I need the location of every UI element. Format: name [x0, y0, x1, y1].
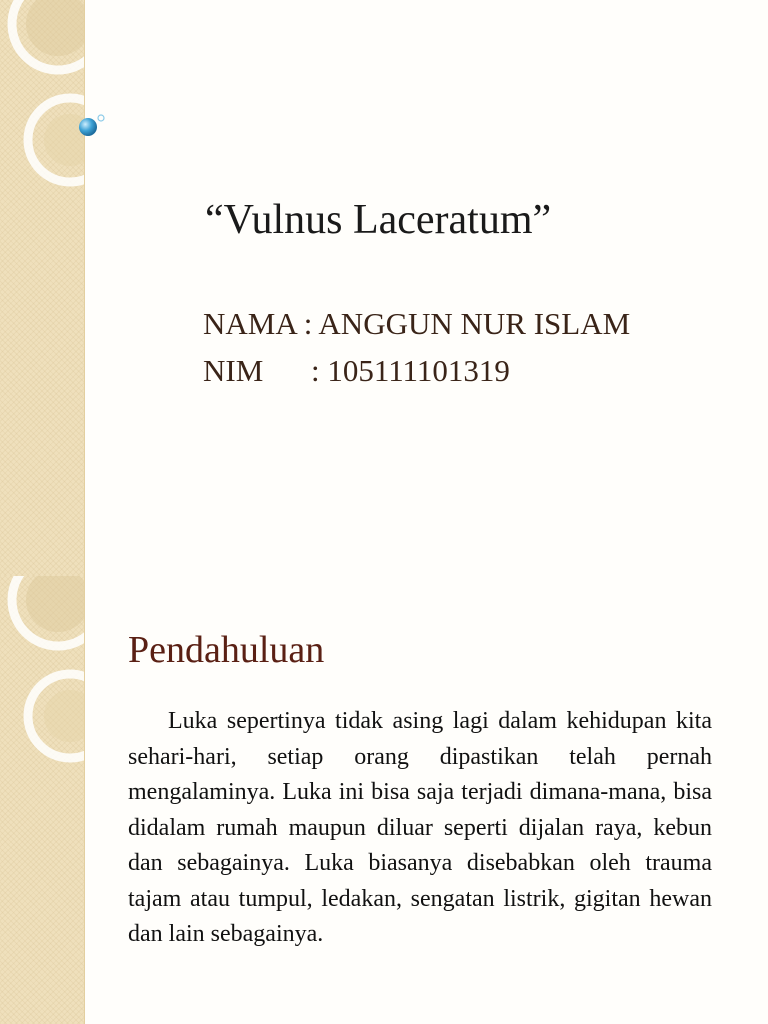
student-name: NAMA : ANGGUN NUR ISLAM	[203, 306, 631, 341]
nim-label: NIM	[203, 353, 264, 388]
slide-title: “Vulnus Laceratum”	[205, 197, 552, 243]
decorative-side-band	[0, 576, 85, 1024]
decorative-ring-icon	[0, 0, 84, 576]
section-heading: Pendahuluan	[128, 629, 325, 671]
intro-slide	[0, 576, 768, 1024]
intro-paragraph: Luka sepertinya tidak asing lagi dalam kehidupan kita sehari-hari, setiap orang dipastikan telah pernah mengalaminya. Luka ini bisa saja terjadi dimana-mana, bisa didalam rumah maupun diluar seperti dijalan raya, kebun dan sebagainya. Luka biasanya disebabkan oleh trauma tajam atau tumpul, ledakan, sengatan listrik, gigitan hewan dan lain sebagainya.	[128, 708, 712, 947]
nim-value: : 105111101319	[311, 353, 510, 388]
student-nim	[203, 353, 510, 389]
blue-bead-icon	[76, 112, 110, 142]
decorative-side-band	[0, 0, 85, 576]
decorative-ring-icon	[0, 576, 84, 1024]
